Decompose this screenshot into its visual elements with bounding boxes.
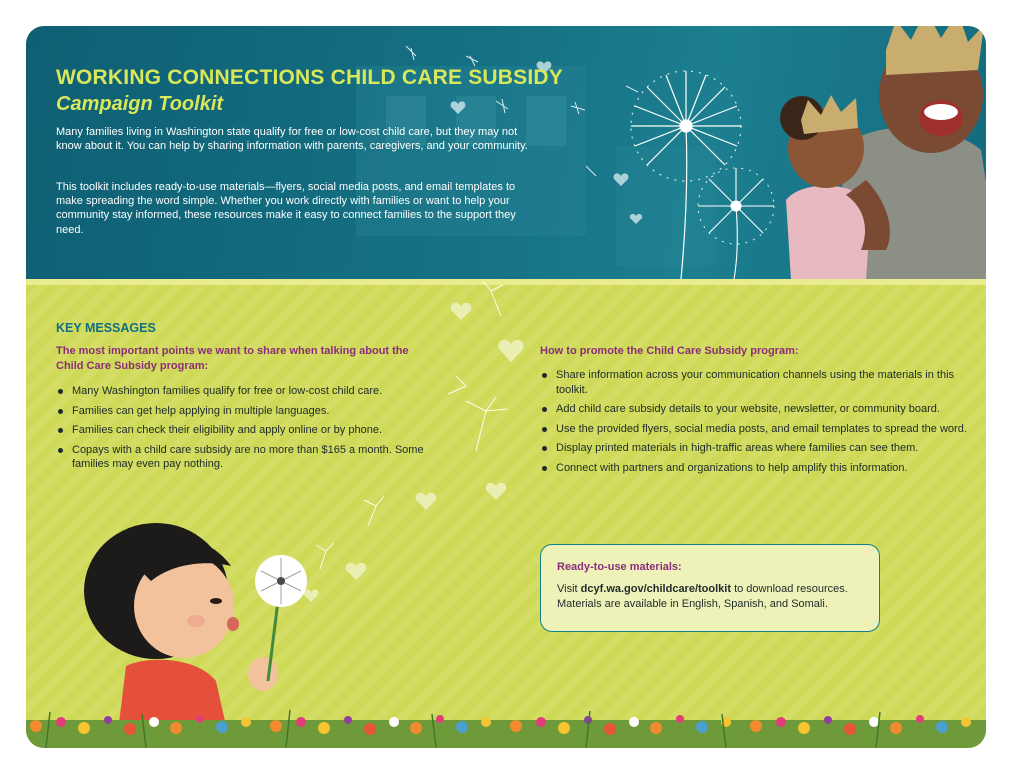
seed-icon bbox=[406, 46, 416, 60]
toolkit-link[interactable]: dcyf.wa.gov/childcare/toolkit bbox=[580, 583, 732, 595]
key-messages-list bbox=[56, 384, 456, 477]
kids-photo bbox=[746, 26, 986, 280]
list-item: Connect with partners and organizations to help amplify this information. bbox=[540, 461, 980, 476]
intro-paragraph-1: Many families living in Washington state qualify for free or low-cost child care, but they may not know about it. You can help by sharing information with parents, caregivers, and your community. bbox=[56, 126, 528, 153]
page-subtitle: Campaign Toolkit bbox=[56, 93, 224, 115]
intro-paragraph-2: This toolkit includes ready-to-use materials—flyers, social media posts, and email templates to make spreading the word simple. Whether you work directly with families or want to help your community stay informed, these resources make it easy to connect families to the support they need. bbox=[56, 181, 516, 236]
page-title: WORKING CONNECTIONS CHILD CARE SUBSIDY bbox=[56, 66, 563, 89]
promote-lead: How to promote the Child Care Subsidy program: bbox=[540, 345, 799, 357]
promote-list bbox=[540, 368, 980, 480]
callout-text bbox=[557, 582, 863, 612]
callout-title: Ready-to-use materials: bbox=[557, 561, 682, 573]
flyer-card bbox=[26, 26, 986, 748]
list-item: Display printed materials in high-traffic areas where families can see them. bbox=[540, 441, 980, 456]
list-item: Share information across your communication channels using the materials in this toolkit. bbox=[540, 368, 980, 397]
seed-icon bbox=[586, 166, 596, 176]
materials-callout bbox=[540, 544, 880, 632]
list-item: Copays with a child care subsidy are no more than $165 a month. Some families may even pay nothing. bbox=[56, 443, 456, 472]
list-item: Many Washington families qualify for free or low-cost child care. bbox=[56, 384, 456, 399]
key-messages-heading: KEY MESSAGES bbox=[56, 321, 156, 335]
list-item: Use the provided flyers, social media posts, and email templates to spread the word. bbox=[540, 422, 980, 437]
list-item: Families can get help applying in multiple languages. bbox=[56, 404, 456, 419]
key-messages-lead: The most important points we want to share when talking about the Child Care Subsidy program: bbox=[56, 345, 409, 372]
seed-icon bbox=[466, 56, 478, 66]
flower-border bbox=[26, 702, 986, 748]
list-item: Add child care subsidy details to your website, newsletter, or community board. bbox=[540, 402, 980, 417]
callout-text-before: Visit bbox=[557, 583, 581, 595]
list-item: Families can check their eligibility and apply online or by phone. bbox=[56, 423, 456, 438]
header-banner bbox=[26, 26, 986, 279]
seed-icon bbox=[626, 86, 638, 92]
callout-text-after: to download resources. Materials are available in English, Spanish, and Somali. bbox=[557, 583, 848, 610]
